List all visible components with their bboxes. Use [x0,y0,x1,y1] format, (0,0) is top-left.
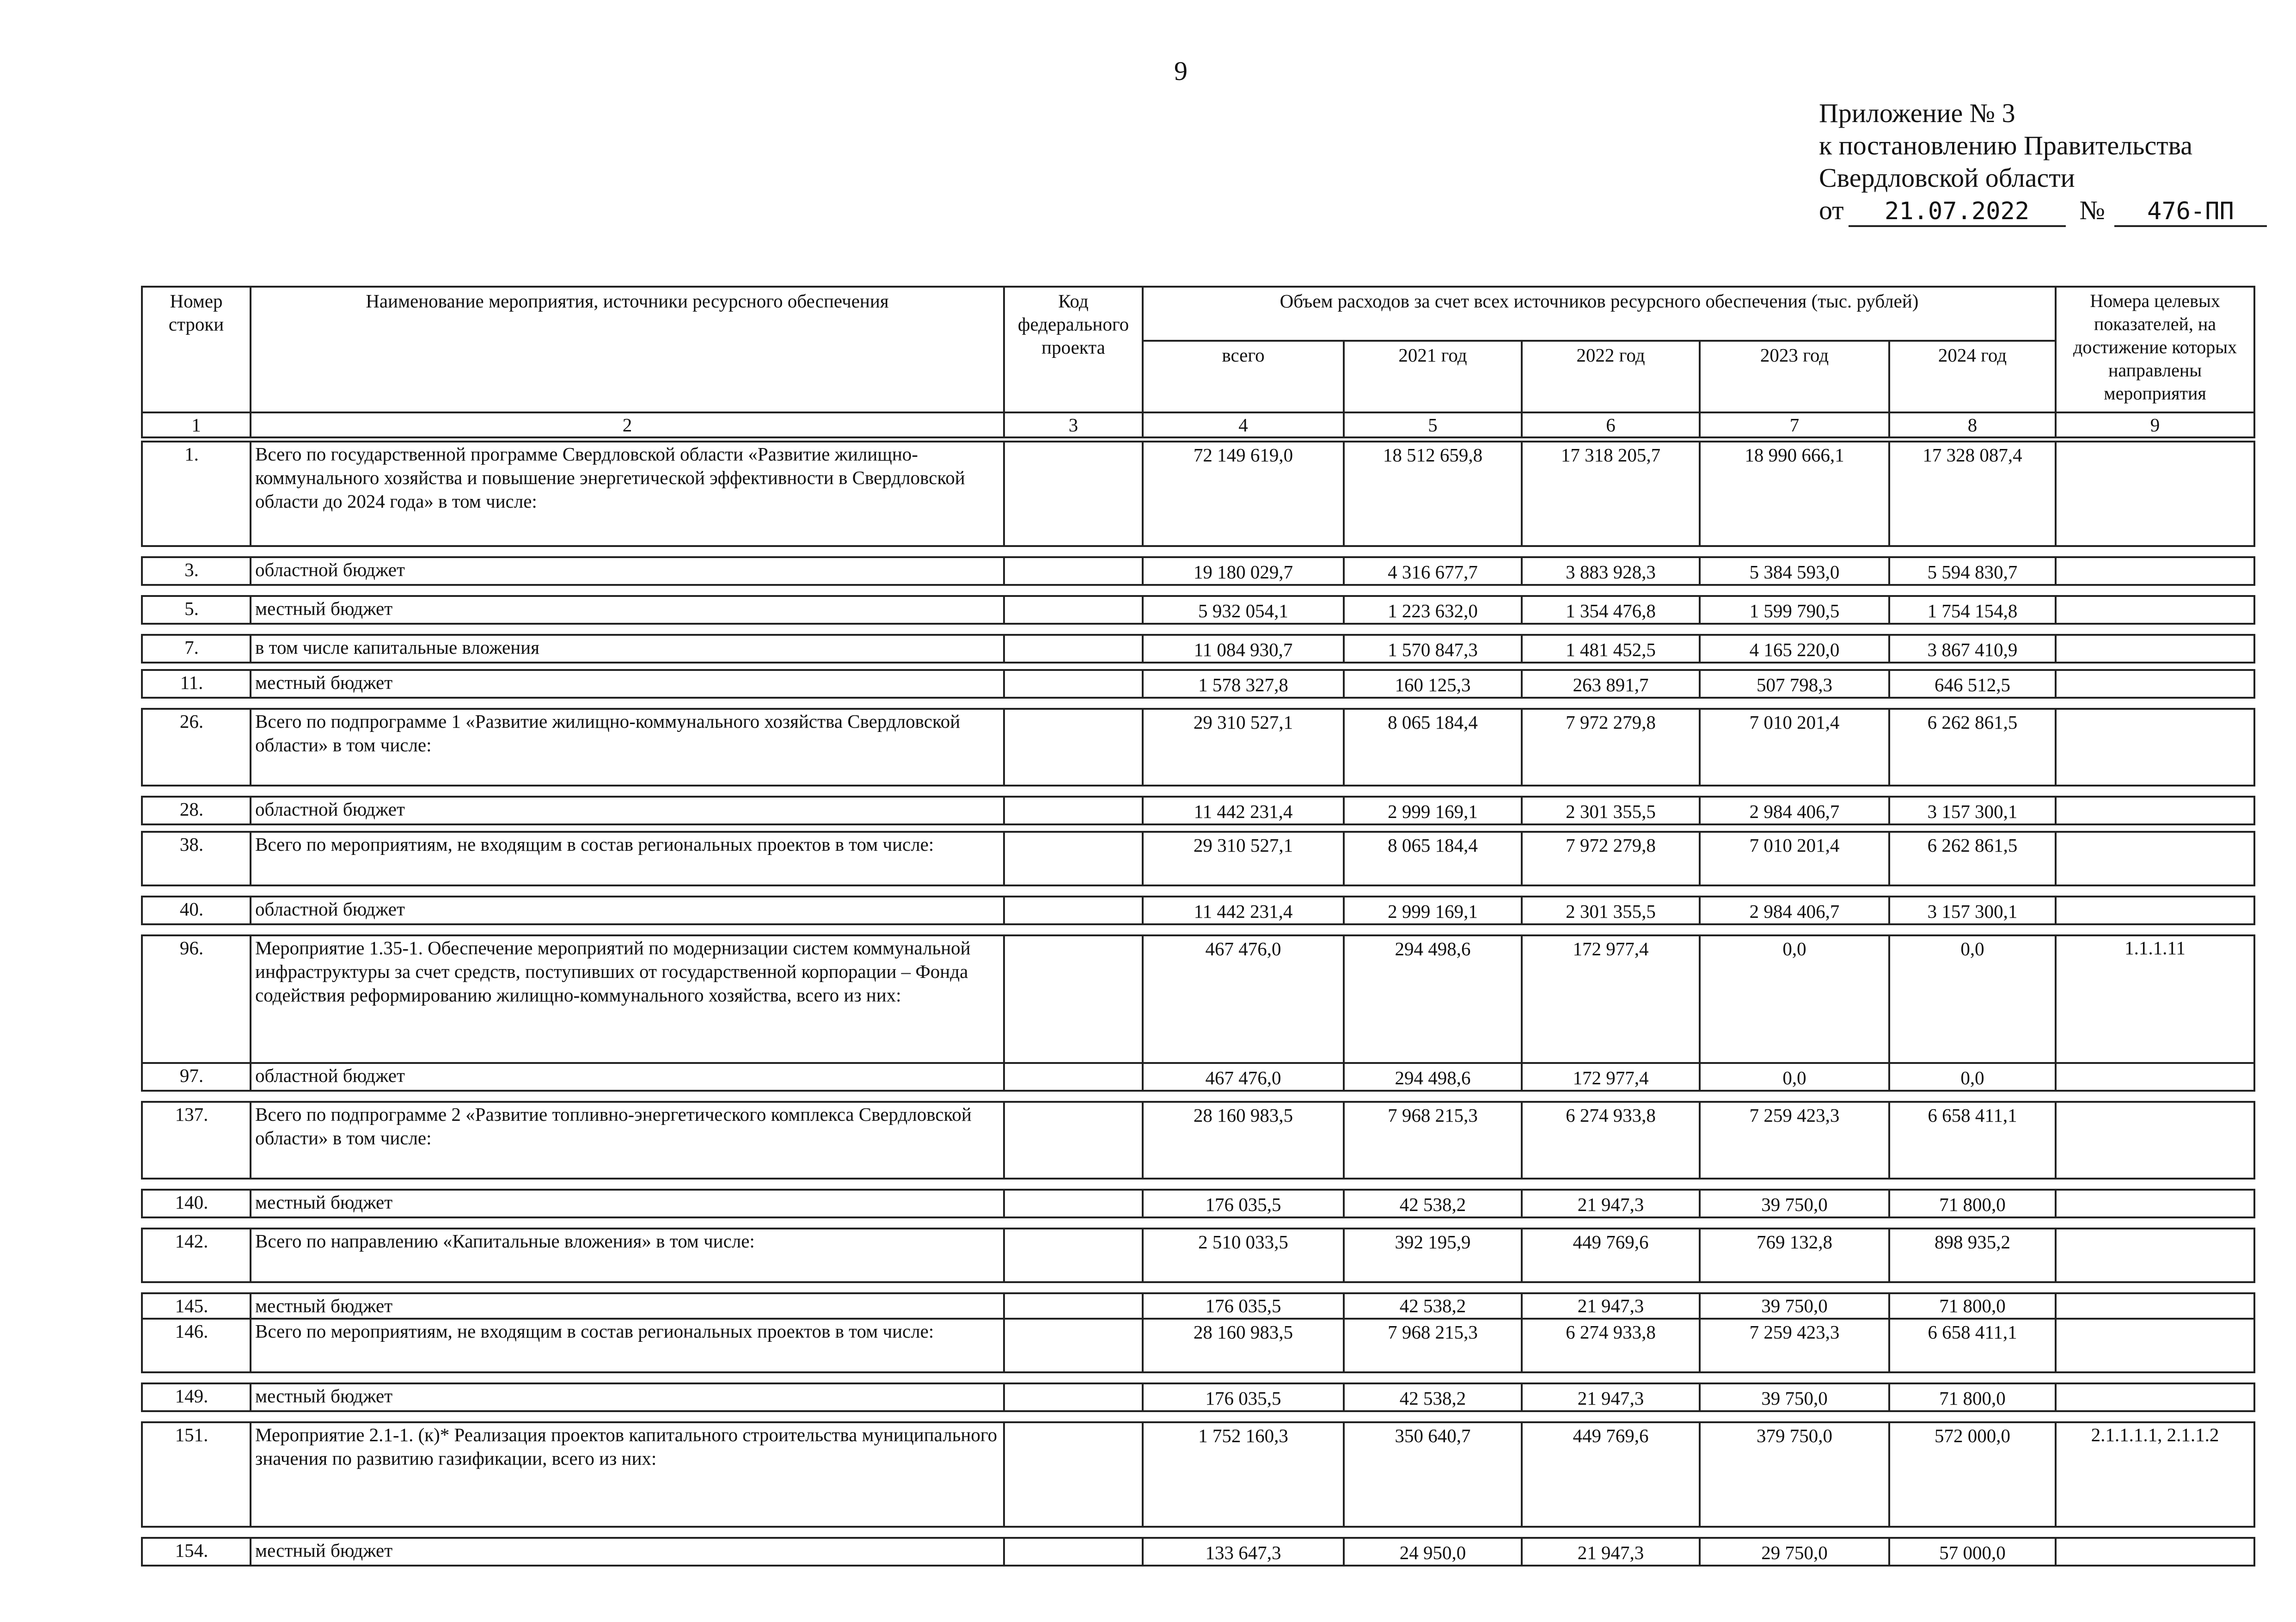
cell-num: 97. [142,1063,251,1091]
cell-name: Всего по мероприятиям, не входящим в состав региональных проектов в том числе: [251,1319,1004,1372]
cell-code [1004,897,1143,924]
table-row [142,1538,2254,1566]
header-2021: 2021 год [1344,341,1522,412]
cell-num: 7. [142,635,251,663]
cell-total: 1 752 160,3 [1143,1422,1344,1527]
cell-total: 133 647,3 [1143,1538,1344,1566]
table-row [142,1190,2254,1217]
table-body [141,441,2255,1567]
cell-code [1004,797,1143,824]
cell-y2024: 0,0 [1889,1063,2056,1091]
cell-y2023: 1 599 790,5 [1700,596,1889,624]
cell-y2023: 7 259 423,3 [1700,1102,1889,1179]
cell-code [1004,1319,1143,1372]
cell-y2022: 21 947,3 [1522,1293,1700,1319]
cell-name: Всего по направлению «Капитальные вложения» в том числе: [251,1229,1004,1282]
resolution-date: 21.07.2022 [1849,197,2066,227]
cell-y2021: 2 999 169,1 [1344,797,1522,824]
cell-code [1004,1229,1143,1282]
cell-num: 5. [142,596,251,624]
cell-y2021: 42 538,2 [1344,1190,1522,1217]
cell-num: 38. [142,832,251,885]
table-row [142,709,2254,786]
cell-code [1004,1063,1143,1091]
cell-total: 72 149 619,0 [1143,442,1344,546]
cell-code [1004,635,1143,663]
cell-total: 29 310 527,1 [1143,709,1344,786]
cell-num: 154. [142,1538,251,1566]
cell-y2021: 18 512 659,8 [1344,442,1522,546]
cell-code [1004,1422,1143,1527]
cell-y2021: 350 640,7 [1344,1422,1522,1527]
cell-y2021: 42 538,2 [1344,1383,1522,1411]
cell-targets [2056,1538,2254,1566]
table-row [142,832,2254,885]
table-row [142,797,2254,824]
cell-name: областной бюджет [251,797,1004,824]
cell-y2024: 71 800,0 [1889,1293,2056,1319]
cell-total: 28 160 983,5 [1143,1319,1344,1372]
header-total: всего [1143,341,1344,412]
column-number: 8 [1889,412,2056,437]
cell-total: 11 084 930,7 [1143,635,1344,663]
table-row [142,1319,2254,1372]
column-number: 6 [1522,412,1700,437]
cell-targets [2056,1293,2254,1319]
cell-y2023: 39 750,0 [1700,1190,1889,1217]
cell-y2023: 379 750,0 [1700,1422,1889,1527]
cell-y2021: 294 498,6 [1344,935,1522,1063]
cell-y2022: 449 769,6 [1522,1422,1700,1527]
cell-name: местный бюджет [251,596,1004,624]
cell-total: 467 476,0 [1143,935,1344,1063]
cell-name: местный бюджет [251,1383,1004,1411]
cell-targets [2056,442,2254,546]
column-number: 5 [1344,412,1522,437]
cell-code [1004,670,1143,698]
cell-num: 142. [142,1229,251,1282]
cell-total: 29 310 527,1 [1143,832,1344,885]
header-targets: Номера целевых показателей, на достижение которых направлены мероприятия [2056,287,2254,412]
cell-y2023: 39 750,0 [1700,1383,1889,1411]
cell-name: Всего по подпрограмме 2 «Развитие топливно-энергетического комплекса Свердловской области» в том числе: [251,1102,1004,1179]
table-row [142,1063,2254,1091]
cell-y2023: 29 750,0 [1700,1538,1889,1566]
cell-num: 149. [142,1383,251,1411]
cell-y2021: 1 223 632,0 [1344,596,1522,624]
cell-y2021: 24 950,0 [1344,1538,1522,1566]
resolution-number: 476-ПП [2114,197,2267,227]
appendix-title: Приложение № 3 [1819,98,2015,128]
cell-name: местный бюджет [251,1293,1004,1319]
header-2022: 2022 год [1522,341,1700,412]
table-row [142,1422,2254,1527]
cell-y2022: 7 972 279,8 [1522,709,1700,786]
cell-y2022: 6 274 933,8 [1522,1102,1700,1179]
table-row [142,1293,2254,1319]
cell-y2024: 6 262 861,5 [1889,709,2056,786]
cell-total: 28 160 983,5 [1143,1102,1344,1179]
cell-y2023: 507 798,3 [1700,670,1889,698]
cell-y2021: 8 065 184,4 [1344,709,1522,786]
cell-y2023: 18 990 666,1 [1700,442,1889,546]
table-row [142,670,2254,698]
cell-code [1004,709,1143,786]
cell-y2022: 21 947,3 [1522,1190,1700,1217]
cell-total: 11 442 231,4 [1143,797,1344,824]
cell-y2021: 8 065 184,4 [1344,832,1522,885]
cell-y2022: 6 274 933,8 [1522,1319,1700,1372]
cell-y2024: 6 658 411,1 [1889,1102,2056,1179]
cell-y2022: 2 301 355,5 [1522,897,1700,924]
cell-y2024: 71 800,0 [1889,1190,2056,1217]
cell-y2022: 449 769,6 [1522,1229,1700,1282]
cell-num: 28. [142,797,251,824]
cell-y2023: 2 984 406,7 [1700,897,1889,924]
cell-y2021: 294 498,6 [1344,1063,1522,1091]
from-label: от [1819,195,1844,225]
cell-name: Мероприятие 2.1-1. (к)* Реализация проектов капитального строительства муниципального значения по развитию газификации, всего из них: [251,1422,1004,1527]
cell-y2024: 6 262 861,5 [1889,832,2056,885]
cell-total: 176 035,5 [1143,1383,1344,1411]
appendix-resolution: к постановлению Правительства [1819,130,2192,160]
cell-targets: 1.1.1.11 [2056,935,2254,1063]
cell-y2024: 0,0 [1889,935,2056,1063]
cell-num: 3. [142,557,251,585]
cell-y2021: 4 316 677,7 [1344,557,1522,585]
cell-total: 1 578 327,8 [1143,670,1344,698]
cell-y2021: 392 195,9 [1344,1229,1522,1282]
cell-y2023: 0,0 [1700,935,1889,1063]
cell-code [1004,557,1143,585]
cell-num: 26. [142,709,251,786]
cell-name: областной бюджет [251,557,1004,585]
cell-y2022: 21 947,3 [1522,1538,1700,1566]
cell-num: 146. [142,1319,251,1372]
cell-total: 2 510 033,5 [1143,1229,1344,1282]
cell-y2021: 2 999 169,1 [1344,897,1522,924]
cell-y2023: 7 259 423,3 [1700,1319,1889,1372]
column-number: 2 [251,412,1004,437]
cell-y2021: 7 968 215,3 [1344,1102,1522,1179]
cell-name: в том числе капитальные вложения [251,635,1004,663]
cell-y2022: 172 977,4 [1522,1063,1700,1091]
cell-total: 467 476,0 [1143,1063,1344,1091]
appendix-region: Свердловской области [1819,163,2075,193]
cell-targets [2056,596,2254,624]
cell-name: Мероприятие 1.35-1. Обеспечение мероприятий по модернизации систем коммунальной инфраструктуры за счет средств, поступивших от государственной корпорации – Фонда содействия реформированию жилищно-коммунального хозяйства, всего из них: [251,935,1004,1063]
cell-total: 176 035,5 [1143,1190,1344,1217]
cell-y2023: 7 010 201,4 [1700,832,1889,885]
cell-name: местный бюджет [251,1190,1004,1217]
cell-num: 151. [142,1422,251,1527]
cell-y2023: 0,0 [1700,1063,1889,1091]
cell-num: 11. [142,670,251,698]
cell-targets [2056,635,2254,663]
cell-name: Всего по подпрограмме 1 «Развитие жилищно-коммунального хозяйства Свердловской области» в том числе: [251,709,1004,786]
header-code: Код федерального проекта [1004,287,1143,412]
header-2024: 2024 год [1889,341,2056,412]
cell-name: Всего по государственной программе Свердловской области «Развитие жилищно-коммунального хозяйства и повышение энергетической эффективности в Свердловской области до 2024 года» в том числе: [251,442,1004,546]
cell-y2024: 572 000,0 [1889,1422,2056,1527]
cell-y2022: 1 354 476,8 [1522,596,1700,624]
column-number: 9 [2056,412,2254,437]
cell-targets [2056,897,2254,924]
header-2023: 2023 год [1700,341,1889,412]
table-row [142,635,2254,663]
cell-targets [2056,1383,2254,1411]
cell-code [1004,935,1143,1063]
cell-code [1004,832,1143,885]
cell-y2021: 42 538,2 [1344,1293,1522,1319]
cell-y2024: 646 512,5 [1889,670,2056,698]
table-row [142,1229,2254,1282]
cell-y2023: 7 010 201,4 [1700,709,1889,786]
cell-y2024: 898 935,2 [1889,1229,2056,1282]
cell-y2024: 5 594 830,7 [1889,557,2056,585]
table-row [142,897,2254,924]
cell-y2022: 1 481 452,5 [1522,635,1700,663]
cell-targets [2056,1229,2254,1282]
cell-targets [2056,1063,2254,1091]
header-volume: Объем расходов за счет всех источников ресурсного обеспечения (тыс. рублей) [1143,287,2056,341]
column-number: 3 [1004,412,1143,437]
cell-code [1004,442,1143,546]
cell-y2024: 1 754 154,8 [1889,596,2056,624]
cell-y2022: 2 301 355,5 [1522,797,1700,824]
cell-y2023: 769 132,8 [1700,1229,1889,1282]
cell-num: 1. [142,442,251,546]
header-name: Наименование мероприятия, источники ресурсного обеспечения [251,287,1004,412]
cell-targets: 2.1.1.1.1, 2.1.1.2 [2056,1422,2254,1527]
table-row [142,557,2254,585]
cell-y2023: 39 750,0 [1700,1293,1889,1319]
table-row [142,935,2254,1063]
cell-code [1004,1538,1143,1566]
cell-code [1004,596,1143,624]
cell-targets [2056,1190,2254,1217]
cell-y2024: 6 658 411,1 [1889,1319,2056,1372]
cell-total: 176 035,5 [1143,1293,1344,1319]
cell-y2024: 3 867 410,9 [1889,635,2056,663]
column-number: 1 [142,412,251,437]
table-row [142,1102,2254,1179]
cell-targets [2056,1102,2254,1179]
cell-targets [2056,797,2254,824]
cell-y2021: 160 125,3 [1344,670,1522,698]
cell-y2024: 3 157 300,1 [1889,897,2056,924]
cell-num: 145. [142,1293,251,1319]
table-row [142,596,2254,624]
column-number: 4 [1143,412,1344,437]
cell-y2022: 3 883 928,3 [1522,557,1700,585]
cell-y2023: 2 984 406,7 [1700,797,1889,824]
cell-targets [2056,557,2254,585]
cell-total: 19 180 029,7 [1143,557,1344,585]
table-header [141,286,2255,438]
cell-y2023: 4 165 220,0 [1700,635,1889,663]
cell-y2024: 71 800,0 [1889,1383,2056,1411]
cell-name: местный бюджет [251,1538,1004,1566]
cell-targets [2056,709,2254,786]
page-number: 9 [1174,56,1188,86]
table-row [142,442,2254,546]
cell-name: местный бюджет [251,670,1004,698]
cell-num: 140. [142,1190,251,1217]
cell-y2024: 3 157 300,1 [1889,797,2056,824]
cell-targets [2056,670,2254,698]
column-number: 7 [1700,412,1889,437]
table-row [142,1383,2254,1411]
cell-y2024: 57 000,0 [1889,1538,2056,1566]
cell-name: областной бюджет [251,897,1004,924]
cell-y2021: 1 570 847,3 [1344,635,1522,663]
cell-total: 11 442 231,4 [1143,897,1344,924]
cell-name: Всего по мероприятиям, не входящим в состав региональных проектов в том числе: [251,832,1004,885]
column-number-row [142,412,2254,437]
cell-num: 40. [142,897,251,924]
cell-y2022: 7 972 279,8 [1522,832,1700,885]
cell-total: 5 932 054,1 [1143,596,1344,624]
cell-y2022: 263 891,7 [1522,670,1700,698]
appendix-header [1819,97,2267,227]
cell-num: 96. [142,935,251,1063]
number-label: № [2079,195,2105,225]
cell-code [1004,1383,1143,1411]
cell-y2024: 17 328 087,4 [1889,442,2056,546]
cell-y2023: 5 384 593,0 [1700,557,1889,585]
cell-code [1004,1293,1143,1319]
cell-y2022: 21 947,3 [1522,1383,1700,1411]
cell-num: 137. [142,1102,251,1179]
header-row-number: Номер строки [142,287,251,412]
cell-code [1004,1102,1143,1179]
cell-y2022: 17 318 205,7 [1522,442,1700,546]
appendix-date-number [1819,194,2267,227]
cell-y2021: 7 968 215,3 [1344,1319,1522,1372]
cell-targets [2056,832,2254,885]
cell-targets [2056,1319,2254,1372]
cell-y2022: 172 977,4 [1522,935,1700,1063]
cell-name: областной бюджет [251,1063,1004,1091]
cell-code [1004,1190,1143,1217]
